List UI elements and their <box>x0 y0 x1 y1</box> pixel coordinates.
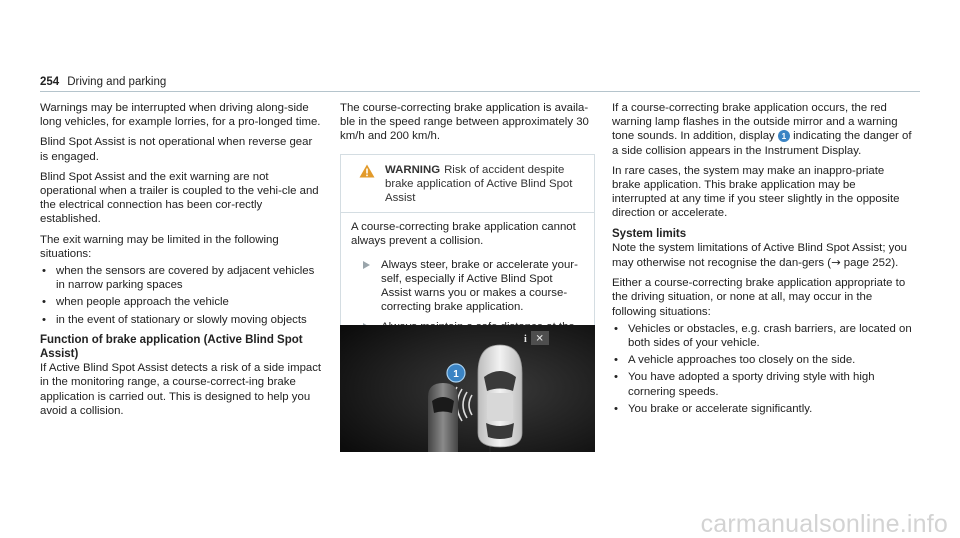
list-item: • A vehicle approaches too closely on the side. <box>612 353 912 367</box>
list-item: • You have adopted a sporty driving style with high cornering speeds. <box>612 370 912 398</box>
warning-triangle-icon <box>359 163 377 182</box>
list-item: • in the event of stationary or slowly moving objects <box>40 313 322 327</box>
section-heading: System limits <box>612 227 687 240</box>
watermark: carmanualsonline.info <box>700 509 948 538</box>
warning-text: A course-correcting brake application cannot always prevent a collision. <box>351 221 576 248</box>
page-reference-link[interactable]: page 252 <box>843 257 892 270</box>
callout-1-icon <box>447 364 465 382</box>
step-arrow-icon <box>363 261 370 269</box>
paragraph: The course-correcting brake application is availa-ble in the speed range between approximately 30 km/h and 200 km/h. <box>340 102 589 143</box>
list-item: • Vehicles or obstacles, e.g. crash barriers, are located on both sides of your vehicle. <box>612 322 912 350</box>
svg-text:1: 1 <box>453 369 459 380</box>
paragraph: In rare cases, the system may make an inappro-priate brake application. This brake application may be interrupted at any time if you steer slightly in the opposite direction or accelerate. <box>612 164 900 220</box>
paragraph: If a course-correcting brake application occurs, the red warning lamp flashes in the outside mirror and a warning tone sounds. In addition, display 1 indicating the danger of a side collision appears in the Instrument Display. <box>612 102 912 157</box>
paragraph: Warnings may be interrupted when driving along-side long vehicles, for example lorries, for a pro-longed time. <box>40 102 321 129</box>
paragraph: If Active Blind Spot Assist detects a risk of a side impact in the monitoring range, a course-correct-ing brake application is carried out. This is designed to help you avoid a collision. <box>40 362 322 417</box>
section-heading: Function of brake application (Active Blind Spot Assist) <box>40 333 303 361</box>
page-number: 254 <box>40 76 60 88</box>
system-limits-list <box>612 322 912 416</box>
paragraph: The exit warning may be limited in the following situations: <box>40 233 279 260</box>
warning-label: WARNING <box>385 163 441 176</box>
paragraph: Blind Spot Assist is not operational when reverse gear is engaged. <box>40 136 313 163</box>
info-icon: i <box>524 334 527 345</box>
list-item: • when the sensors are covered by adjacent vehicles in narrow parking spaces <box>40 264 322 292</box>
page-reference-arrow-icon: → <box>831 255 841 270</box>
exit-warning-limits-list <box>40 264 322 327</box>
svg-text:✕: ✕ <box>535 333 544 345</box>
page-header <box>40 75 166 89</box>
paragraph: Blind Spot Assist and the exit warning are not operational when a trailer is coupled to the vehi-cle and the electrical connection has been cor-rectly established. <box>40 170 319 226</box>
callout-badge-icon: 1 <box>778 130 790 142</box>
list-item: • You brake or accelerate significantly. <box>612 402 912 416</box>
list-item: • when people approach the vehicle <box>40 295 322 309</box>
column-2 <box>340 101 595 358</box>
warning-title: Risk of accident despite brake application of Active Blind Spot Assist <box>385 163 573 205</box>
own-vehicle-icon <box>478 345 522 447</box>
paragraph: Either a course-correcting brake application appropriate to the driving situation, or none at all, may occur in the following situations: <box>612 277 906 318</box>
warning-step: Always steer, brake or accelerate your-self, especially if Active Blind Spot Assist warns you or makes a course-correcting brake application. <box>351 258 584 315</box>
column-3 <box>612 101 912 422</box>
section-title: Driving and parking <box>67 76 167 88</box>
divider <box>341 212 594 213</box>
adjacent-vehicle-icon <box>428 383 458 452</box>
blind-spot-display-image <box>340 325 595 452</box>
paragraph: Note the system limitations of Active Blind Spot Assist; you may otherwise not recognise the dan-gers (→ page 252). <box>612 241 908 270</box>
column-1 <box>40 101 322 424</box>
header-rule <box>40 91 920 92</box>
